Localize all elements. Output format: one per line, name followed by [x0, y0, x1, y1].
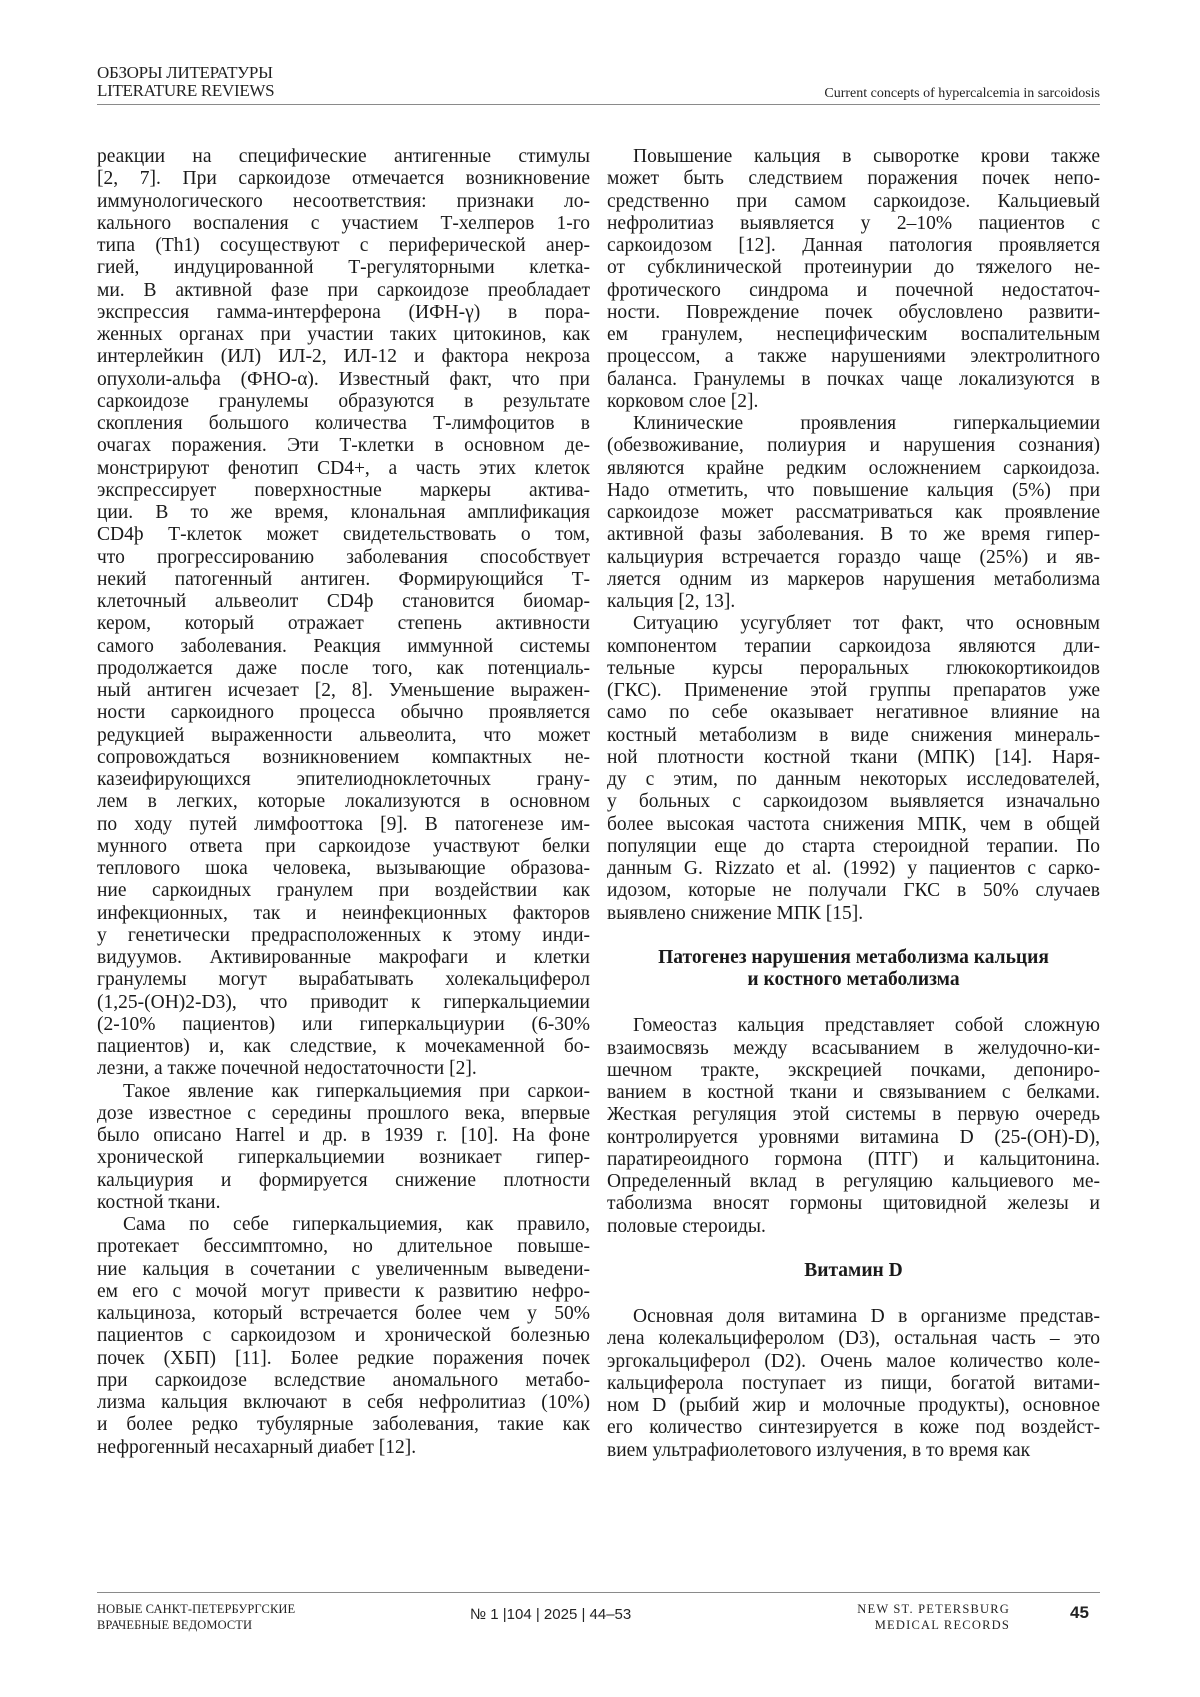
text-line: [2, 7]. При саркоидозе отмечается возникновение: [97, 168, 590, 190]
section-label-ru: ОБЗОРЫ ЛИТЕРАТУРЫ: [97, 64, 274, 82]
text-line: процессом, а также нарушениями электролитного: [607, 346, 1100, 368]
text-line: компонентом терапии саркоидоза являются дли-: [607, 636, 1100, 658]
journal-name-ru-line1: НОВЫЕ САНКТ-ПЕТЕРБУРГСКИЕ: [97, 1601, 295, 1617]
text-line: (1,25-(OH)2-D3), что приводит к гиперкальциемии: [97, 992, 590, 1014]
text-line: кальциурия и формируется снижение плотности: [97, 1170, 590, 1192]
text-line: саркоидозом [12]. Данная патология проявляется: [607, 235, 1100, 257]
text-line: видуумов. Активированные макрофаги и клетки: [97, 947, 590, 969]
section-label-en: LITERATURE REVIEWS: [97, 82, 274, 100]
paragraph: [97, 146, 590, 1081]
paragraph: [97, 1214, 590, 1459]
text-line: ду с этим, по данным некоторых исследователей,: [607, 769, 1100, 791]
text-line: самого заболевания. Реакция иммунной системы: [97, 636, 590, 658]
text-line: кальция [2, 13].: [607, 591, 1100, 613]
text-line: тельные курсы пероральных глюкокортикоидов: [607, 658, 1100, 680]
text-line: активной фазы заболевания. В то же время гипер-: [607, 524, 1100, 546]
journal-name-ru-line2: ВРАЧЕБНЫЕ ВЕДОМОСТИ: [97, 1617, 295, 1633]
issue-info: № 1 |104 | 2025 | 44–53: [470, 1606, 631, 1623]
text-line: его количество синтезируется в коже под воздейст-: [607, 1417, 1100, 1439]
text-line: данным G. Rizzato et al. (1992) у пациентов с сарко-: [607, 858, 1100, 880]
journal-name-en-line1: NEW ST. PETERSBURG: [857, 1601, 1010, 1617]
text-line: Гомеостаз кальция представляет собой сложную: [607, 1015, 1100, 1037]
text-line: дозе известное с середины прошлого века, впервые: [97, 1103, 590, 1125]
text-line: идозом, которые не получали ГКС в 50% случаев: [607, 880, 1100, 902]
section-heading: [607, 1260, 1100, 1282]
left-column: [97, 146, 590, 1459]
text-line: саркоидозе гранулемы образуются в результате: [97, 391, 590, 413]
text-line: баланса. Гранулемы в почках чаще локализуются в: [607, 369, 1100, 391]
text-line: протекает бессимптомно, но длительное повыше-: [97, 1236, 590, 1258]
text-line: женных органах при участии таких цитокинов, как: [97, 324, 590, 346]
text-line: таболизма вносят гормоны щитовидной железы и: [607, 1193, 1100, 1215]
paragraph: [97, 1081, 590, 1215]
text-line: клеточный альвеолит CD4þ становится биомар-: [97, 591, 590, 613]
text-line: ем его с мочой могут привести к развитию нефро-: [97, 1281, 590, 1303]
text-line: некий патогенный антиген. Формирующийся Т-: [97, 569, 590, 591]
paragraph: [607, 1306, 1100, 1462]
text-line: Определенный вклад в регуляцию кальциевого ме-: [607, 1171, 1100, 1193]
running-title: Current concepts of hypercalcemia in sarcoidosis: [824, 86, 1100, 102]
text-line: Надо отметить, что повышение кальция (5%) при: [607, 480, 1100, 502]
text-line: от субклинической протеинурии до тяжелого не-: [607, 257, 1100, 279]
text-line: ции. В то же время, клональная амплификация: [97, 502, 590, 524]
text-line: интерлейкин (ИЛ) ИЛ-2, ИЛ-12 и фактора некроза: [97, 346, 590, 368]
text-line: нефрогенный несахарный диабет [12].: [97, 1437, 590, 1459]
text-line: костный метаболизм в виде снижения минераль-: [607, 725, 1100, 747]
section-label: [97, 64, 274, 100]
text-line: инфекционных, так и неинфекционных факторов: [97, 903, 590, 925]
text-line: опухоли-альфа (ФНО-α). Известный факт, что при: [97, 369, 590, 391]
text-line: саркоидозе может рассматриваться как проявление: [607, 502, 1100, 524]
text-line: кального воспаления с участием Т-хелперов 1-го: [97, 213, 590, 235]
text-line: паратиреоидного гормона (ПТГ) и кальцитонина.: [607, 1149, 1100, 1171]
text-line: Основная доля витамина D в организме представ-: [607, 1306, 1100, 1328]
text-line: ванием в костной ткани и связыванием с белками.: [607, 1082, 1100, 1104]
text-line: хронической гиперкальциемии возникает гипер-: [97, 1147, 590, 1169]
text-line: при саркоидозе вследствие аномального метабо-: [97, 1370, 590, 1392]
text-line: популяции еще до старта стероидной терапии. По: [607, 836, 1100, 858]
text-line: что прогрессированию заболевания способствует: [97, 547, 590, 569]
text-line: Ситуацию усугубляет тот факт, что основным: [607, 613, 1100, 635]
text-line: ном D (рыбий жир и молочные продукты), основное: [607, 1395, 1100, 1417]
text-line: корковом слое [2].: [607, 391, 1100, 413]
text-line: (обезвоживание, полиурия и нарушения сознания): [607, 435, 1100, 457]
text-line: более высокая частота снижения МПК, чем в общей: [607, 814, 1100, 836]
text-line: очагах поражения. Эти Т-клетки в основном де-: [97, 435, 590, 457]
text-line: фротического синдрома и почечной недостаточ-: [607, 280, 1100, 302]
text-line: ем гранулем, неспецифическим воспалительным: [607, 324, 1100, 346]
text-line: почек (ХБП) [11]. Более редкие поражения почек: [97, 1348, 590, 1370]
text-line: теплового шока человека, вызывающие образова-: [97, 858, 590, 880]
text-line: контролируется уровнями витамина D (25-(OH)-D),: [607, 1127, 1100, 1149]
section-heading: [607, 947, 1100, 992]
text-line: эргокальциферол (D2). Очень малое количество коле-: [607, 1351, 1100, 1373]
text-line: кальциферола поступает из пищи, богатой витами-: [607, 1373, 1100, 1395]
text-line: выявлено снижение МПК [15].: [607, 903, 1100, 925]
text-line: иммунологического несоответствия: признаки ло-: [97, 191, 590, 213]
heading-line: Витамин D: [607, 1260, 1100, 1282]
text-line: экспрессирует поверхностные маркеры актива-: [97, 480, 590, 502]
heading-line: Патогенез нарушения метаболизма кальция: [607, 947, 1100, 969]
header-divider: [97, 104, 1100, 105]
text-line: Клинические проявления гиперкальциемии: [607, 413, 1100, 435]
text-line: шечном тракте, экскрецией почками, депониро-: [607, 1060, 1100, 1082]
text-line: Жесткая регуляция этой системы в первую очередь: [607, 1104, 1100, 1126]
text-line: (2-10% пациентов) или гиперкальциурии (6-30%: [97, 1014, 590, 1036]
footer-divider: [97, 1592, 1100, 1593]
text-line: продолжается даже после того, как потенциаль-: [97, 658, 590, 680]
text-line: ние кальция в сочетании с увеличенным выведени-: [97, 1259, 590, 1281]
text-line: средственно при самом саркоидозе. Кальциевый: [607, 191, 1100, 213]
paragraph: [607, 613, 1100, 925]
text-line: ние саркоидных гранулем при воздействии как: [97, 880, 590, 902]
paragraph: [607, 413, 1100, 613]
text-line: лена колекальциферолом (D3), остальная часть – это: [607, 1328, 1100, 1350]
text-line: сопровождаться возникновением компактных не-: [97, 747, 590, 769]
text-line: было описано Harrel и др. в 1939 г. [10]. На фоне: [97, 1125, 590, 1147]
text-line: реакции на специфические антигенные стимулы: [97, 146, 590, 168]
text-line: редукцией выраженности альвеолита, что может: [97, 725, 590, 747]
text-line: пациентов) и, как следствие, к мочекаменной бо-: [97, 1036, 590, 1058]
heading-line: и костного метаболизма: [607, 969, 1100, 991]
text-line: само по себе оказывает негативное влияние на: [607, 702, 1100, 724]
text-line: и более редко тубулярные заболевания, такие как: [97, 1414, 590, 1436]
text-line: ности саркоидного процесса обычно проявляется: [97, 702, 590, 724]
text-line: пациентов с саркоидозом и хронической болезнью: [97, 1325, 590, 1347]
text-line: лезни, а также почечной недостаточности [2].: [97, 1058, 590, 1080]
text-line: может быть следствием поражения почек непо-: [607, 168, 1100, 190]
text-line: костной ткани.: [97, 1192, 590, 1214]
page-number: 45: [1070, 1603, 1089, 1623]
text-line: ный антиген исчезает [2, 8]. Уменьшение выражен-: [97, 680, 590, 702]
text-line: лизма кальция включают в себя нефролитиаз (10%): [97, 1392, 590, 1414]
paragraph: [607, 1015, 1100, 1238]
text-line: ности. Повреждение почек обусловлено развити-: [607, 302, 1100, 324]
paragraph: [607, 146, 1100, 413]
text-line: гией, индуцированной Т-регуляторными клетка-: [97, 257, 590, 279]
text-line: половые стероиды.: [607, 1216, 1100, 1238]
text-line: ной плотности костной ткани (МПК) [14]. Наря-: [607, 747, 1100, 769]
text-line: ми. В активной фазе при саркоидозе преобладает: [97, 280, 590, 302]
text-line: у больных с саркоидозом выявляется изначально: [607, 791, 1100, 813]
text-line: типа (Th1) сосуществуют с периферической анер-: [97, 235, 590, 257]
text-line: кальциурия встречается гораздо чаще (25%) и яв-: [607, 547, 1100, 569]
text-line: мунного ответа при саркоидозе участвуют белки: [97, 836, 590, 858]
text-line: кером, который отражает степень активности: [97, 613, 590, 635]
text-line: экспрессия гамма-интерферона (ИФН-γ) в пора-: [97, 302, 590, 324]
text-line: ляется одним из маркеров нарушения метаболизма: [607, 569, 1100, 591]
text-line: казеифирующихся эпителиодноклеточных грану-: [97, 769, 590, 791]
journal-name-en: [857, 1601, 1010, 1633]
right-column: [607, 146, 1100, 1462]
text-line: Повышение кальция в сыворотке крови также: [607, 146, 1100, 168]
text-line: взаимосвязь между всасыванием в желудочно-ки-: [607, 1038, 1100, 1060]
text-line: Такое явление как гиперкальциемия при саркои-: [97, 1081, 590, 1103]
text-line: гранулемы могут вырабатывать холекальциферол: [97, 969, 590, 991]
text-line: CD4þ Т-клеток может свидетельствовать о том,: [97, 524, 590, 546]
text-line: являются крайне редким осложнением саркоидоза.: [607, 458, 1100, 480]
text-line: Сама по себе гиперкальциемия, как правило,: [97, 1214, 590, 1236]
text-line: у генетически предрасположенных к этому инди-: [97, 925, 590, 947]
text-line: скопления большого количества Т-лимфоцитов в: [97, 413, 590, 435]
journal-name-en-line2: MEDICAL RECORDS: [857, 1617, 1010, 1633]
journal-name-ru: [97, 1601, 295, 1633]
text-line: вием ультрафиолетового излучения, в то время как: [607, 1440, 1100, 1462]
text-line: лем в легких, которые локализуются в основном: [97, 791, 590, 813]
text-line: нефролитиаз выявляется у 2–10% пациентов с: [607, 213, 1100, 235]
text-line: по ходу путей лимфооттока [9]. В патогенезе им-: [97, 814, 590, 836]
text-line: монстрируют фенотип CD4+, а часть этих клеток: [97, 458, 590, 480]
text-line: (ГКС). Применение этой группы препаратов уже: [607, 680, 1100, 702]
text-line: кальциноза, который встречается более чем у 50%: [97, 1303, 590, 1325]
